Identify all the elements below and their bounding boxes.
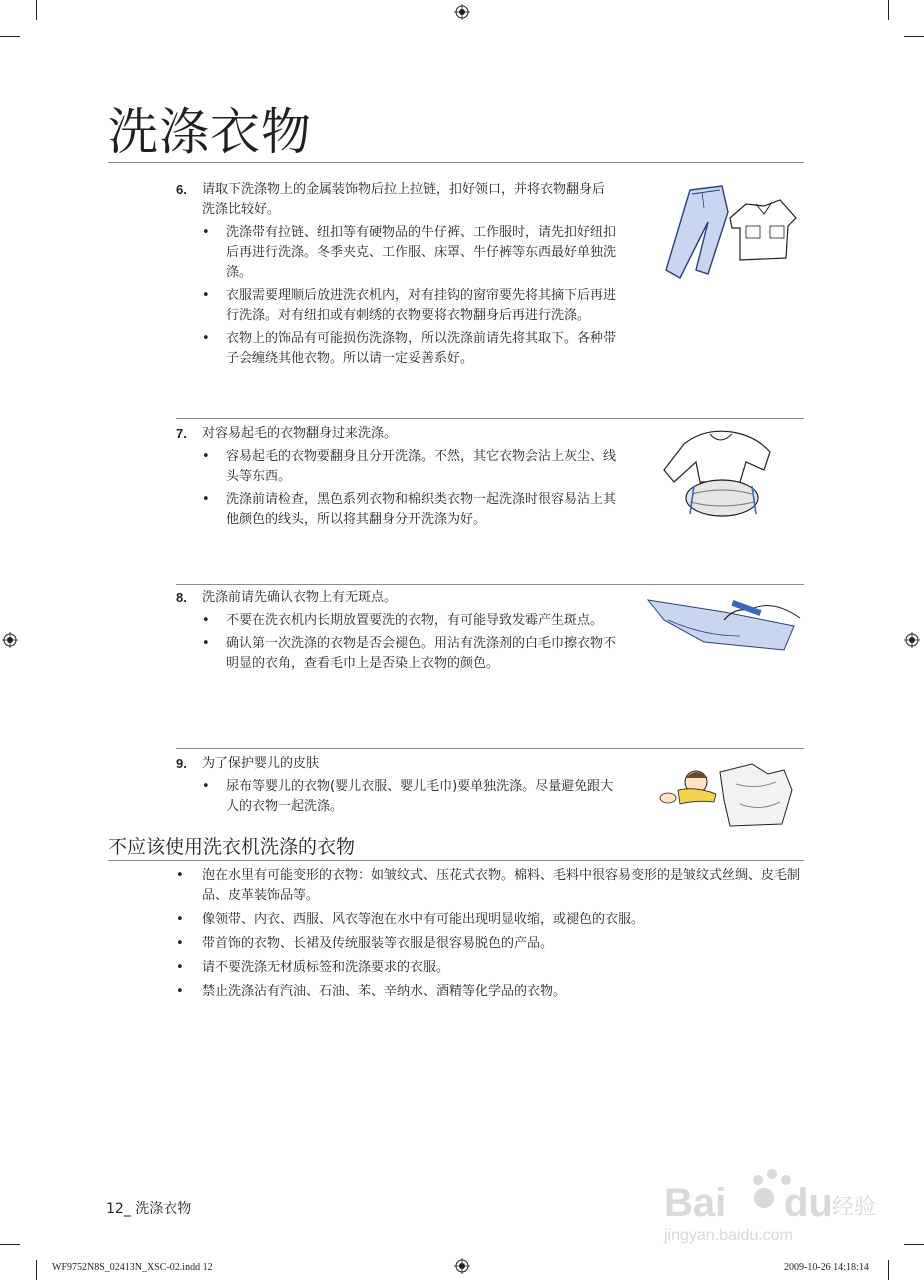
list-item: • 不要在洗衣机内长期放置要洗的衣物，有可能导致发霉产生斑点。 xyxy=(202,611,616,631)
list-item: • 衣服需要理顺后放进洗衣机内，对有挂钩的窗帘要先将其摘下后再进行洗涤。对有纽扣或有刺绣的衣物要将衣物翻身后再进行洗涤。 xyxy=(202,286,616,326)
crop-mark xyxy=(888,1260,889,1280)
crop-mark xyxy=(888,0,889,20)
print-file-name: WF9752N8S_02413N_XSC-02.indd 12 xyxy=(52,1262,213,1273)
page-title: 洗涤衣物 xyxy=(108,103,312,161)
section-heading-rule xyxy=(108,860,804,861)
registration-mark-icon xyxy=(2,632,18,648)
step-number: 7. xyxy=(176,426,187,441)
sweater-inside-out-icon xyxy=(660,426,776,522)
step-number: 9. xyxy=(176,756,187,771)
brushing-stain-icon xyxy=(644,590,802,660)
section-divider xyxy=(176,748,804,749)
crop-mark xyxy=(36,0,37,20)
list-item: • 衣物上的饰品有可能损伤洗涤物，所以洗涤前请先将其取下。各种带子会缠绕其他衣物。所以请一定妥善系好。 xyxy=(202,329,616,369)
crop-mark xyxy=(904,36,924,37)
list-item: • 请不要洗涤无材质标签和洗涤要求的衣服。 xyxy=(176,958,808,978)
baidu-jingyan-watermark xyxy=(660,1158,877,1248)
list-item: • 洗涤前请检查，黑色系列衣物和棉织类衣物一起洗涤时很容易沾上其他颜色的线头，所以将其翻身分开洗涤为好。 xyxy=(202,490,616,530)
registration-mark-icon xyxy=(904,632,920,648)
crop-mark xyxy=(36,1260,37,1280)
step-heading: 为了保护婴儿的皮肤 xyxy=(202,756,320,771)
step-8 xyxy=(176,588,616,677)
list-item: • 像领带、内衣、西服、风衣等泡在水中有可能出现明显收缩，或褪色的衣服。 xyxy=(176,910,808,930)
section-heading: 不应该使用洗衣机洗涤的衣物 xyxy=(108,836,356,858)
svg-text:jingyan.baidu.com: jingyan.baidu.com xyxy=(664,1227,793,1244)
print-timestamp: 2009-10-26 14:18:14 xyxy=(784,1262,869,1273)
step-heading: 对容易起毛的衣物翻身过来洗涤。 xyxy=(202,426,398,441)
title-rule xyxy=(108,162,804,163)
svg-text:经验: 经验 xyxy=(832,1195,877,1220)
list-item: • 确认第一次洗涤的衣物是否会褪色。用沾有洗涤剂的白毛巾擦衣物不明显的衣角，查看毛巾上是否染上衣物的颜色。 xyxy=(202,634,616,674)
step-number: 8. xyxy=(176,590,187,605)
step-7 xyxy=(176,424,616,533)
step-number: 6. xyxy=(176,182,187,197)
step-9 xyxy=(176,754,616,820)
svg-text:du: du xyxy=(784,1181,833,1225)
section-divider xyxy=(176,584,804,585)
registration-mark-icon xyxy=(454,1258,470,1274)
list-item: • 泡在水里有可能变形的衣物：如皱纹式、压花式衣物。棉料、毛料中很容易变形的是皱纹式丝绸、皮毛制品、皮革装饰品等。 xyxy=(176,866,808,906)
list-item: • 带首饰的衣物、长裙及传统服装等衣服是很容易脱色的产品。 xyxy=(176,934,808,954)
crop-mark xyxy=(0,36,20,37)
step-heading: 洗涤前请先确认衣物上有无斑点。 xyxy=(202,590,398,605)
crop-mark xyxy=(0,1244,20,1245)
list-item: • 尿布等婴儿的衣物(婴儿衣服、婴儿毛巾)要单独洗涤。尽量避免跟大人的衣物一起洗涤。 xyxy=(202,777,616,817)
page-footer-label: 12_ 洗涤衣物 xyxy=(106,1201,192,1217)
svg-text:Bai: Bai xyxy=(664,1181,727,1225)
list-item: • 洗涤带有拉链、纽扣等有硬物品的牛仔裤、工作服时，请先扣好纽扣后再进行洗涤。冬季夹克、工作服、床罩、牛仔裤等东西最好单独洗涤。 xyxy=(202,223,616,283)
step-6 xyxy=(176,180,616,372)
list-item: • 容易起毛的衣物要翻身且分开洗涤。不然，其它衣物会沾上灰尘、线头等东西。 xyxy=(202,447,616,487)
registration-mark-icon xyxy=(454,4,470,20)
step-heading: 请取下洗涤物上的金属装饰物后拉上拉链，扣好领口，并将衣物翻身后洗涤比较好。 xyxy=(202,182,606,217)
jeans-and-shirt-icon xyxy=(660,182,800,282)
baby-clothes-icon xyxy=(656,760,796,828)
section-divider xyxy=(176,418,804,419)
crop-mark xyxy=(904,1244,924,1245)
not-washable-list xyxy=(176,866,808,1006)
list-item: • 禁止洗涤沾有汽油、石油、苯、辛纳水、酒精等化学品的衣物。 xyxy=(176,982,808,1002)
